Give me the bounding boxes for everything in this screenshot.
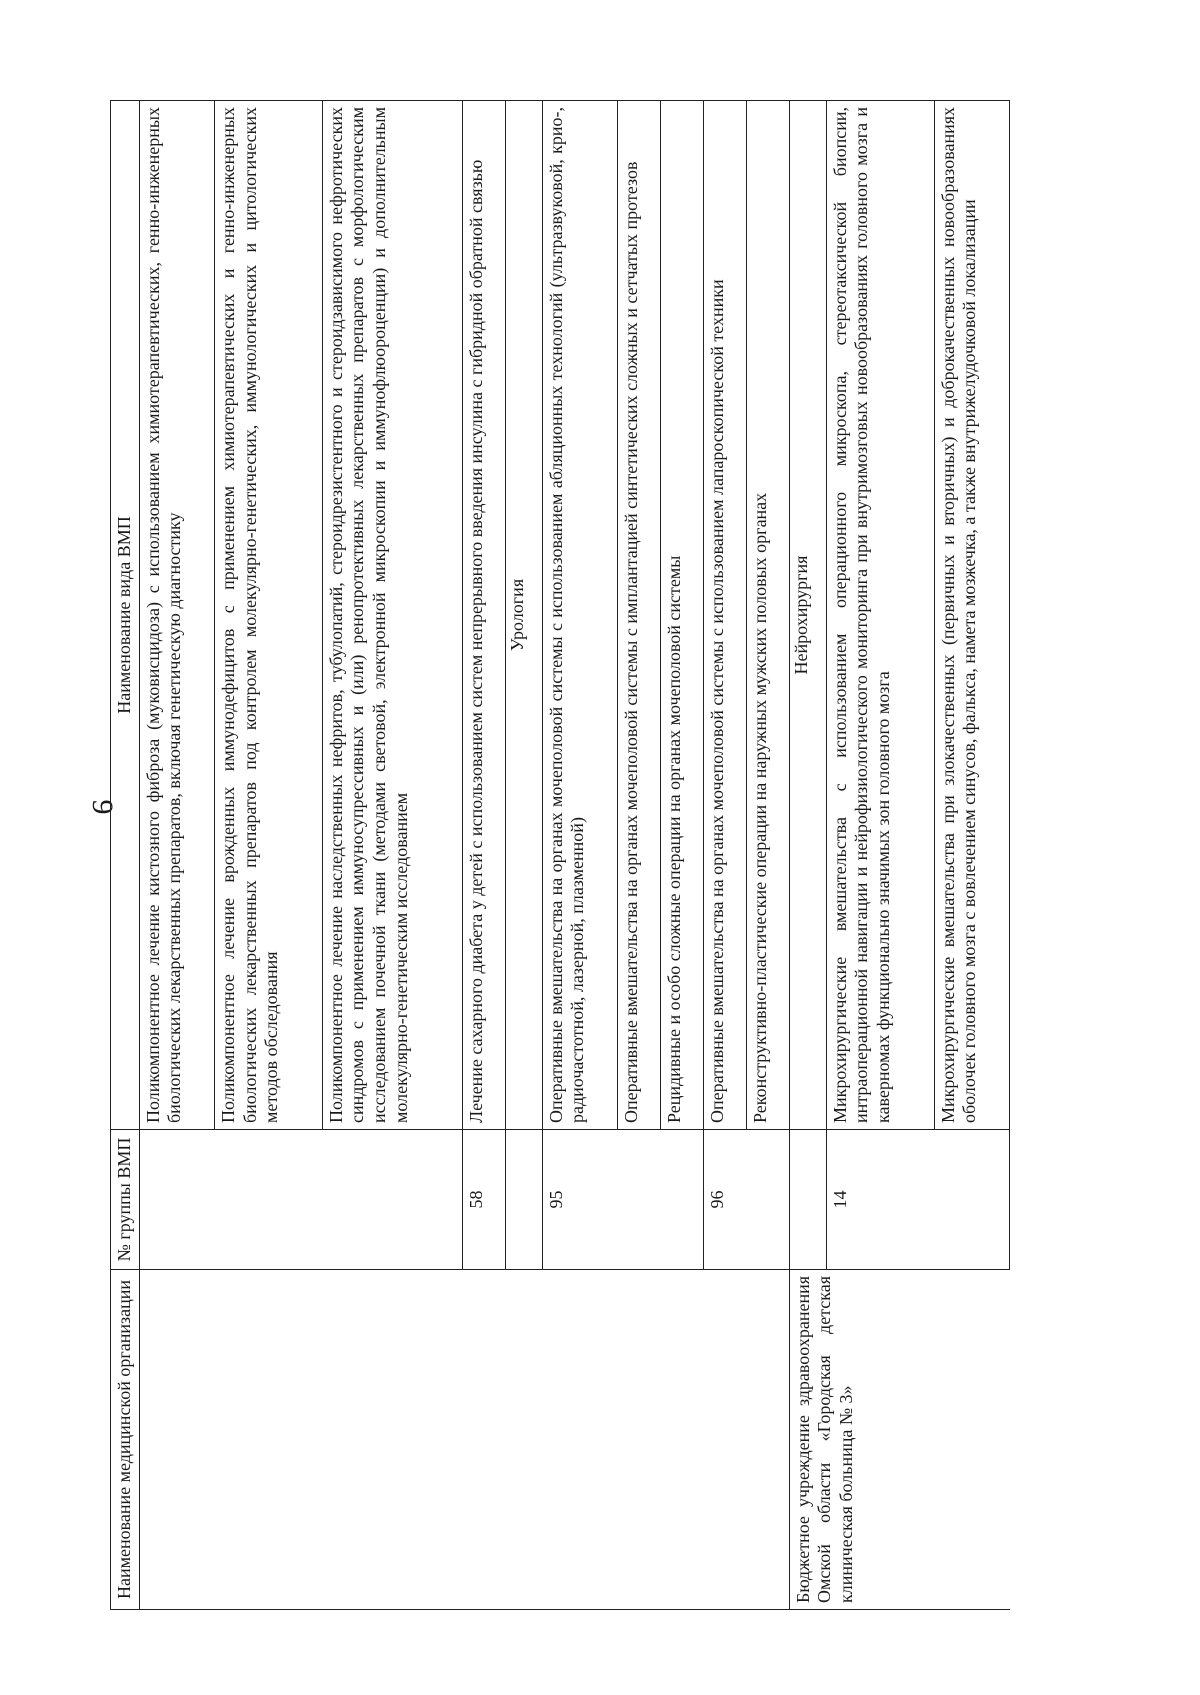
section-title-neurosurgery: Нейрохирургия [789,101,826,1130]
org-cell [322,1270,462,1610]
vmp-name-cell: Реконструктивно-пластические операции на наружных мужских половых органах [746,101,789,1130]
table-header-row [111,101,140,1610]
org-cell [139,1270,214,1610]
table-row [618,101,661,1610]
group-cell: 96 [703,1130,746,1270]
header-name: Наименование вида ВМП [111,101,140,1130]
vmp-name-cell: Поликомпонентное лечение кистозного фиброза (муковисцидоза) с использованием химиотерапевтических, генно-инженерных биологических лекарственных препаратов, включая генетическую диагностику [139,101,214,1130]
org-cell [462,1270,505,1610]
table-row [542,101,617,1610]
table-row [661,101,704,1610]
vmp-name-cell: Оперативные вмешательства на органах мочеполовой системы с использованием абляционных технологий (ультразвуковой, крио-, радиочастотной, лазерной, плазменной) [542,101,617,1130]
org-cell [661,1270,704,1610]
group-cell: 95 [542,1130,617,1270]
vmp-table [110,100,1010,1610]
group-cell: 58 [462,1130,505,1270]
vmp-name-cell: Лечение сахарного диабета у детей с использованием систем непрерывного введения инсулина с гибридной обратной связью [462,101,505,1130]
header-org: Наименование медицинской организации [111,1270,140,1610]
vmp-name-cell: Микрохирургические вмешательства с использованием операционного микроскопа, стереотаксической биопсии, интраоперационной навигации и нейрофизиологического мониторинга при внутримозговых новообразованиях головного мозга и каверномах функционально значимых зон головного мозга [826,101,934,1130]
group-cell: 14 [826,1130,934,1270]
org-name-cell: Бюджетное учреждение здравоохранения Омской области «Городская детская клиническая больница № 3» [789,1270,1009,1610]
table-row [322,101,462,1610]
vmp-name-cell: Оперативные вмешательства на органах мочеполовой системы с использованием лапароскопической техники [703,101,746,1130]
org-cell [618,1270,661,1610]
vmp-name-cell: Микрохирургические вмешательства при злокачественных (первичных и вторичных) и доброкачественных новообразованиях оболочек головного мозга с вовлечением синусов, фалькса, намета мозжечка, а также внутрижелудочковой локализации [934,101,1009,1130]
group-cell [139,1130,214,1270]
group-cell [505,1130,542,1270]
vmp-name-cell: Оперативные вмешательства на органах мочеполовой системы с имплантацией синтетических сложных и сетчатых протезов [618,101,661,1130]
header-group: № группы ВМП [111,1130,140,1270]
org-cell [542,1270,617,1610]
vmp-name-cell: Рецидивные и особо сложные операции на органах мочеполовой системы [661,101,704,1130]
org-cell [214,1270,322,1610]
table-row [746,101,789,1610]
group-cell [214,1130,322,1270]
page-number: 9 [86,799,119,815]
table-row [703,101,746,1610]
group-cell [789,1130,826,1270]
org-cell [746,1270,789,1610]
section-row [789,101,826,1610]
group-cell [934,1130,1009,1270]
section-title-urology: Урология [505,101,542,1130]
org-cell [703,1270,746,1610]
group-cell [746,1130,789,1270]
group-cell [661,1130,704,1270]
section-row [505,101,542,1610]
vmp-name-cell: Поликомпонентное лечение наследственных нефритов, тубулопатий, стероидрезистентного и стероидзависимого нефротических синдромов с применением иммуносупрессивных и (или) ренопротективных лекарственных препаратов с морфологическим исследованием почечной ткани (методами световой, электронной микроскопии и иммунофлюороценции) и дополнительным молекулярно-генетическим исследованием [322,101,462,1130]
group-cell [322,1130,462,1270]
rotated-table-sheet [110,100,1010,1610]
org-cell [505,1270,542,1610]
table-row [139,101,214,1610]
vmp-name-cell: Поликомпонентное лечение врожденных иммунодефицитов с применением химиотерапевтических и генно-инженерных биологических лекарственных препаратов под контролем молекулярно-генетических, иммунологических и цитологических методов обследования [214,101,322,1130]
table-row [462,101,505,1610]
group-cell [618,1130,661,1270]
table-row [214,101,322,1610]
